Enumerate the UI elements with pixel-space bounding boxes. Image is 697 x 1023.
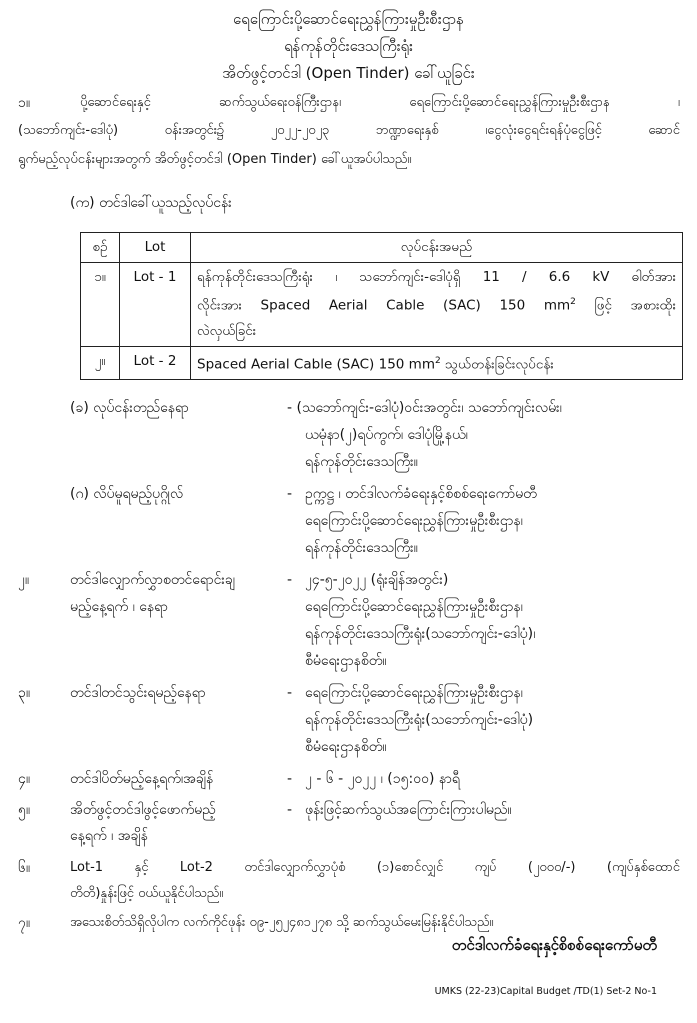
item-5-label-2: နေ့ရက် ၊ အချိန် bbox=[70, 828, 148, 844]
item-4-value: ၂ - ၆ - ၂၀၂၂ ၊ (၁၅:၀၀) နာရီ bbox=[305, 771, 460, 787]
item-6-number: ၆။ bbox=[18, 860, 31, 876]
header-office: ရန်ကုန်တိုင်းဒေသကြီးရုံး bbox=[284, 37, 413, 55]
cell-name-line: ရန်ကုန်တိုင်းဒေသကြီးရုံး ၊ သဘော်ကျင်း-ဒေါပုံရှိ 11 / 6.6 kV ဓါတ်အား bbox=[197, 269, 676, 285]
cell-name-line: လိုင်းအား Spaced Aerial Cable (SAC) 150 $mm^2$ ဖြင့် အစားထိုး bbox=[197, 297, 676, 314]
cell-name-line: လဲလှယ်ခြင်း bbox=[197, 322, 257, 339]
item-3-value-1: ရေကြောင်းပို့ဆောင်ရေးညွှန်ကြားမှုဦးစီးဌာန၊ bbox=[305, 685, 523, 701]
table-header-row bbox=[81, 233, 683, 263]
item-2-value-4: စီမံရေးဌာနစိတ်။ bbox=[305, 653, 387, 669]
section-kha-label: (ခ) လုပ်ငန်းတည်နေရာ bbox=[70, 400, 189, 416]
committee-signature: တင်ဒါလက်ခံရေးနှင့်စိစစ်ရေးကော်မတီ bbox=[451, 936, 657, 954]
item-7-line-1: အသေးစိတ်သိရှိလိုပါက လက်ကိုင်ဖုန်း ၀၉-၂၅၂၄၈၁၂၇၈ သို့ ဆက်သွယ်မေးမြန်းနိုင်ပါသည်။ bbox=[70, 915, 494, 930]
dash: - bbox=[287, 486, 293, 502]
item-5-number: ၅။ bbox=[18, 802, 31, 818]
item-2-label-1: တင်ဒါလျှောက်လွှာစတင်ရောင်းချ bbox=[70, 572, 236, 588]
item-1-line-1: ပို့ဆောင်ရေးနှင့် ဆက်သွယ်ရေးဝန်ကြီးဌာန၊ ရေကြောင်းပို့ဆောင်ရေးညွှန်ကြားမှုဦးစီးဌာန ၊ bbox=[80, 95, 680, 110]
header-title: အိတ်ဖွင့်တင်ဒါ (Open Tinder) ခေါ်ယူခြင်း bbox=[222, 64, 475, 82]
item-7-number: ၇။ bbox=[18, 915, 31, 931]
table-row bbox=[81, 346, 683, 380]
item-4-number: ၄။ bbox=[18, 771, 31, 787]
section-ga-label: (ဂ) လိပ်မူရမည့်ပုဂ္ဂိုလ် bbox=[70, 486, 184, 502]
col-header-lot: Lot bbox=[120, 233, 191, 263]
item-5-value: ဖုန်းဖြင့်ဆက်သွယ်အကြောင်းကြားပါမည်။ bbox=[305, 802, 512, 818]
item-3-value-2: ရန်ကုန်တိုင်းဒေသကြီးရုံး(သဘော်ကျင်း-ဒေါပုံ) bbox=[305, 712, 534, 728]
item-2-value-2: ရေကြောင်းပို့ဆောင်ရေးညွှန်ကြားမှုဦးစီးဌာန၊ bbox=[305, 599, 523, 615]
item-2-number: ၂။ bbox=[18, 572, 30, 588]
table-row bbox=[81, 263, 683, 347]
item-5-label-1: အိတ်ဖွင့်တင်ဒါဖွင့်ဖောက်မည့် bbox=[70, 802, 216, 818]
section-ga-value-2: ရေကြောင်းပို့ဆောင်ရေးညွှန်ကြားမှုဦးစီးဌာန၊ bbox=[305, 513, 523, 529]
item-6-line-1: Lot-1 နှင့် Lot-2 တင်ဒါလျှောက်လွှာပုံစံ (၁)စောင်လျှင် ကျပ် (၂၀၀၀/-) (ကျပ်နှစ်ထောင် bbox=[70, 860, 680, 875]
cell-no: ၂။ bbox=[81, 346, 120, 380]
header-department: ရေကြောင်းပို့ဆောင်ရေးညွှန်ကြားမှုဦးစီးဌာန bbox=[233, 10, 464, 28]
dash: - bbox=[287, 771, 293, 787]
item-2-value-1: ၂၄-၅-၂၀၂၂ (ရုံးချိန်အတွင်း) bbox=[305, 572, 449, 588]
item-1-line-3: ရွက်မည့်လုပ်ငန်းများအတွက် အိတ်ဖွင့်တင်ဒါ (Open Tinder) ခေါ်ယူအပ်ပါသည်။ bbox=[18, 152, 412, 167]
section-kha-value-1: - (သဘော်ကျင်း-ဒေါပုံ)ဝင်းအတွင်း၊ သဘော်ကျင်းလမ်း၊ bbox=[287, 400, 562, 416]
section-ga-value-3: ရန်ကုန်တိုင်းဒေသကြီး။ bbox=[305, 540, 418, 556]
item-1-line-2: (သဘော်ကျင်း-ဒေါပုံ) ဝန်းအတွင်း၌ ၂၀၂၂-၂၀၂၃ ဘဏ္ဍာရေးနှစ် ၊ငွေလုံးငွေရင်းရန်ပုံငွေဖြင့် ဆောင် bbox=[18, 123, 680, 138]
cell-no: ၁။ bbox=[81, 263, 120, 347]
item-6-line-2: တိတိ)နှုန်းဖြင့် ဝယ်ယူနိုင်ပါသည်။ bbox=[70, 886, 224, 901]
item-2-value-3: ရန်ကုန်တိုင်းဒေသကြီးရုံး(သဘော်ကျင်း-ဒေါပုံ)၊ bbox=[305, 626, 536, 642]
dash: - bbox=[287, 572, 293, 588]
col-header-no: စဉ် bbox=[81, 233, 120, 263]
section-kha-value-2: ယမုံနာ(၂)ရပ်ကွက်၊ ဒေါပုံမြို့နယ်၊ bbox=[305, 427, 468, 443]
dash: - bbox=[287, 685, 293, 701]
col-header-name: လုပ်ငန်းအမည် bbox=[191, 233, 683, 263]
cell-lot: Lot - 1 bbox=[120, 263, 191, 347]
item-3-label: တင်ဒါတင်သွင်းရမည့်နေရာ bbox=[70, 685, 206, 701]
item-4-label: တင်ဒါပိတ်မည့်နေ့ရက်၊အချိန် bbox=[70, 771, 214, 787]
item-2-label-2: မည့်နေ့ရက် ၊ နေရာ bbox=[70, 599, 168, 615]
section-ga-value-1: ဥက္ကဋ္ဌ ၊ တင်ဒါလက်ခံရေးနှင့်စိစစ်ရေးကော်မတီ bbox=[305, 486, 537, 502]
item-1-number: ၁။ bbox=[18, 95, 31, 111]
cell-lot: Lot - 2 bbox=[120, 346, 191, 380]
cell-name: Spaced Aerial Cable (SAC) 150 $mm^2$ သွယ်တန်းခြင်းလုပ်ငန်း bbox=[191, 346, 683, 380]
section-kha-value-3: ရန်ကုန်တိုင်းဒေသကြီး။ bbox=[305, 454, 418, 470]
section-ka-heading: (က) တင်ဒါခေါ်ယူသည့်လုပ်ငန်း bbox=[70, 195, 232, 211]
cell-name bbox=[191, 263, 683, 347]
item-3-value-3: စီမံရေးဌာနစိတ်။ bbox=[305, 739, 387, 755]
document-reference-footer: UMKS (22-23)Capital Budget /TD(1) Set-2 No-1 bbox=[434, 986, 657, 997]
dash: - bbox=[287, 802, 293, 818]
lots-table bbox=[80, 232, 683, 380]
item-3-number: ၃။ bbox=[18, 685, 31, 701]
